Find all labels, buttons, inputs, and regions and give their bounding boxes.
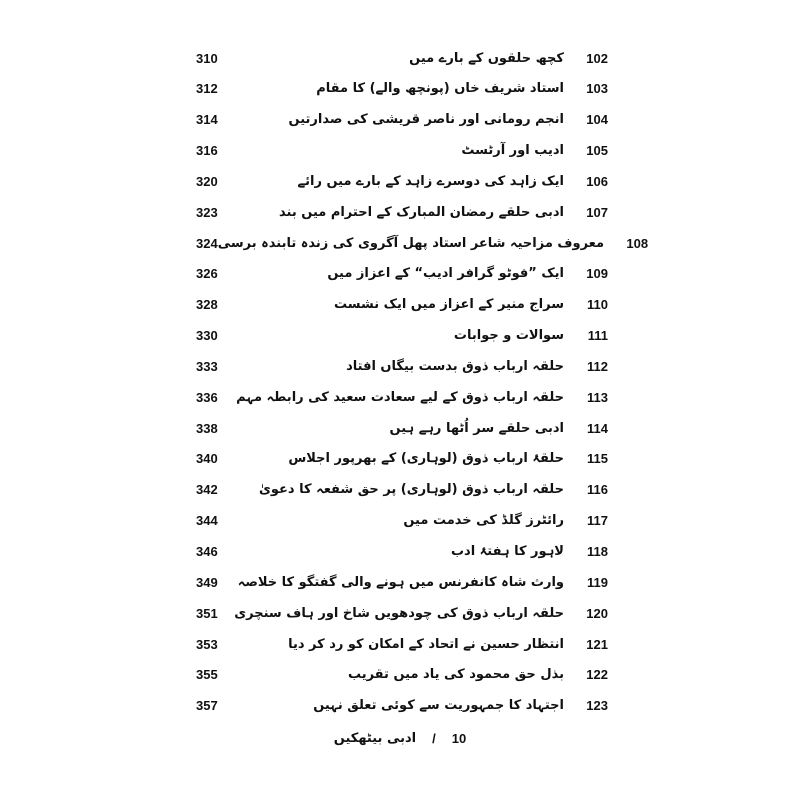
toc-chapter-number: 105 <box>586 143 608 159</box>
toc-chapter-title: اجتہاد کا جمہوریت سے کوئی تعلق نہیں <box>313 698 564 714</box>
toc-chapter-title: معروف مزاحیہ شاعر استاد پھل آگروی کی زندہ تابندہ برسی <box>217 235 605 251</box>
toc-chapter-title: سوالات و جوابات <box>453 328 564 344</box>
table-of-contents <box>196 46 649 718</box>
toc-entry <box>196 200 608 224</box>
toc-entry <box>196 694 608 718</box>
toc-chapter-number: 121 <box>586 636 608 652</box>
toc-page-number: 346 <box>196 544 218 559</box>
toc-chapter-number: 107 <box>586 204 608 220</box>
toc-chapter-title: ایک ”فوٹو گرافر ادیب“ کے اعزاز میں <box>327 266 564 282</box>
toc-chapter-number: 113 <box>587 389 608 405</box>
toc-page-number: 338 <box>196 420 218 436</box>
toc-entry <box>196 231 649 255</box>
toc-entry <box>196 293 608 317</box>
toc-entry <box>196 46 608 70</box>
toc-title-wrap <box>246 81 608 96</box>
toc-entry <box>196 262 608 286</box>
toc-title-wrap <box>246 205 608 220</box>
toc-title-wrap <box>246 328 608 343</box>
toc-entry <box>196 139 608 163</box>
toc-chapter-title: ایک زاہد کی دوسرے زاہد کے بارے میں رائے <box>297 173 564 189</box>
toc-chapter-title: انتظار حسین نے اتحاد کے امکان کو رد کر دیا <box>288 636 564 652</box>
toc-page-number: 340 <box>196 451 218 467</box>
toc-page-number: 333 <box>196 358 218 374</box>
toc-entry <box>196 509 608 533</box>
toc-page-number: 310 <box>196 50 218 66</box>
toc-chapter-title: استاد شریف خاں (پونچھ والے) کا مقام <box>316 81 564 97</box>
toc-page-number: 342 <box>196 482 218 498</box>
toc-chapter-number: 111 <box>587 328 608 344</box>
toc-page-number: 312 <box>196 81 218 97</box>
footer-book-title: ادبی بیٹھکیں <box>333 730 417 746</box>
toc-chapter-number: 120 <box>586 605 608 621</box>
toc-chapter-title: حلقہ ارباب ذوق کے لیے سعادت سعید کی رابطہ مہم <box>236 389 564 405</box>
toc-entry <box>196 354 608 378</box>
footer-page-number: 10 <box>451 730 467 746</box>
toc-chapter-number: 122 <box>586 667 608 683</box>
toc-chapter-number: 114 <box>587 420 608 436</box>
toc-entry <box>196 478 608 502</box>
toc-title-wrap <box>246 266 608 281</box>
toc-title-wrap <box>246 637 608 652</box>
toc-chapter-number: 115 <box>587 451 608 467</box>
toc-title-wrap <box>246 698 608 713</box>
toc-title-wrap <box>246 421 608 436</box>
toc-chapter-number: 106 <box>586 173 608 189</box>
toc-page-number: 323 <box>196 204 218 220</box>
toc-chapter-title: ادبی حلقے رمضان المبارک کے احترام میں بند <box>279 204 564 220</box>
toc-chapter-number: 112 <box>587 358 608 374</box>
toc-page-number: 324 <box>196 235 218 251</box>
toc-page-number: 330 <box>196 328 218 344</box>
toc-title-wrap <box>236 390 608 405</box>
toc-entry <box>196 570 608 594</box>
toc-page-number: 316 <box>196 143 218 159</box>
toc-entry <box>196 447 608 471</box>
toc-chapter-title: وارث شاہ کانفرنس میں ہونے والی گفتگو کا خلاصہ <box>237 574 564 590</box>
toc-page-number: 355 <box>196 667 218 683</box>
toc-title-wrap <box>238 575 608 590</box>
toc-title-wrap <box>246 143 608 158</box>
toc-page-number: 328 <box>196 297 218 313</box>
toc-chapter-number: 116 <box>587 482 608 498</box>
toc-title-wrap <box>246 51 608 66</box>
toc-page-number: 314 <box>196 112 218 128</box>
toc-chapter-number: 123 <box>586 698 608 714</box>
toc-chapter-title: بذل حق محمود کی یاد میں تقریب <box>347 667 564 683</box>
toc-title-wrap <box>218 236 648 251</box>
toc-page-number: 349 <box>196 574 218 590</box>
toc-chapter-number: 119 <box>587 574 608 590</box>
toc-title-wrap <box>246 451 608 466</box>
toc-chapter-number: 103 <box>586 81 608 97</box>
toc-entry <box>196 632 608 656</box>
toc-entry <box>196 108 608 132</box>
toc-chapter-number: 118 <box>587 544 608 559</box>
toc-title-wrap <box>246 482 608 497</box>
toc-page-number: 326 <box>196 266 218 282</box>
toc-entry <box>196 324 608 348</box>
toc-chapter-number: 109 <box>586 266 608 282</box>
toc-title-wrap <box>246 174 608 189</box>
toc-page-number: 320 <box>196 173 218 189</box>
toc-chapter-number: 102 <box>586 50 608 66</box>
footer-separator: / <box>432 730 436 746</box>
toc-chapter-number: 110 <box>587 297 608 313</box>
toc-chapter-title: کچھ حلقوں کے بارے میں <box>409 50 564 66</box>
toc-chapter-number: 104 <box>586 112 608 128</box>
toc-title-wrap <box>246 513 608 528</box>
toc-chapter-title: حلقہ ارباب ذوق بدست بیگاں افتاد <box>346 358 564 374</box>
toc-entry <box>196 385 608 409</box>
toc-title-wrap <box>234 606 608 621</box>
toc-chapter-title: رائٹرز گلڈ کی خدمت میں <box>403 513 564 529</box>
toc-entry <box>196 663 608 687</box>
toc-title-wrap <box>246 297 608 312</box>
toc-chapter-title: لاہور کا ہفتۂ ادب <box>450 544 564 559</box>
toc-entry <box>196 601 608 625</box>
toc-entry <box>196 169 608 193</box>
toc-chapter-title: حلقہ ارباب ذوق (لوہاری) پر حق شفعہ کا دعویٰ <box>258 482 564 498</box>
toc-title-wrap <box>246 667 608 682</box>
toc-page-number: 357 <box>196 698 218 714</box>
toc-chapter-title: حلقہ ارباب ذوق کی چودھویں شاخ اور ہاف سنچری <box>234 605 564 621</box>
toc-page-number: 336 <box>196 389 218 405</box>
toc-page-number: 351 <box>196 605 218 621</box>
toc-chapter-title: سراج منیر کے اعزاز میں ایک نشست <box>334 297 564 313</box>
toc-chapter-number: 117 <box>587 513 608 529</box>
toc-entry <box>196 416 608 440</box>
toc-title-wrap <box>246 112 608 127</box>
toc-chapter-title: ادیب اور آرٹسٹ <box>461 143 564 159</box>
toc-page-number: 353 <box>196 636 218 652</box>
toc-chapter-number: 108 <box>626 235 649 251</box>
page-footer <box>0 728 800 748</box>
toc-chapter-title: انجم رومانی اور ناصر قریشی کی صدارتیں <box>288 112 564 128</box>
toc-chapter-title: حلقۂ ارباب ذوق (لوہاری) کے بھرپور اجلاس <box>288 451 564 467</box>
toc-title-wrap <box>246 544 608 559</box>
toc-chapter-title: ادبی حلقے سر اُٹھا رہے ہیں <box>389 420 564 436</box>
toc-entry <box>196 77 608 101</box>
toc-entry <box>196 540 608 564</box>
toc-page-number: 344 <box>196 513 218 529</box>
toc-title-wrap <box>246 359 608 374</box>
